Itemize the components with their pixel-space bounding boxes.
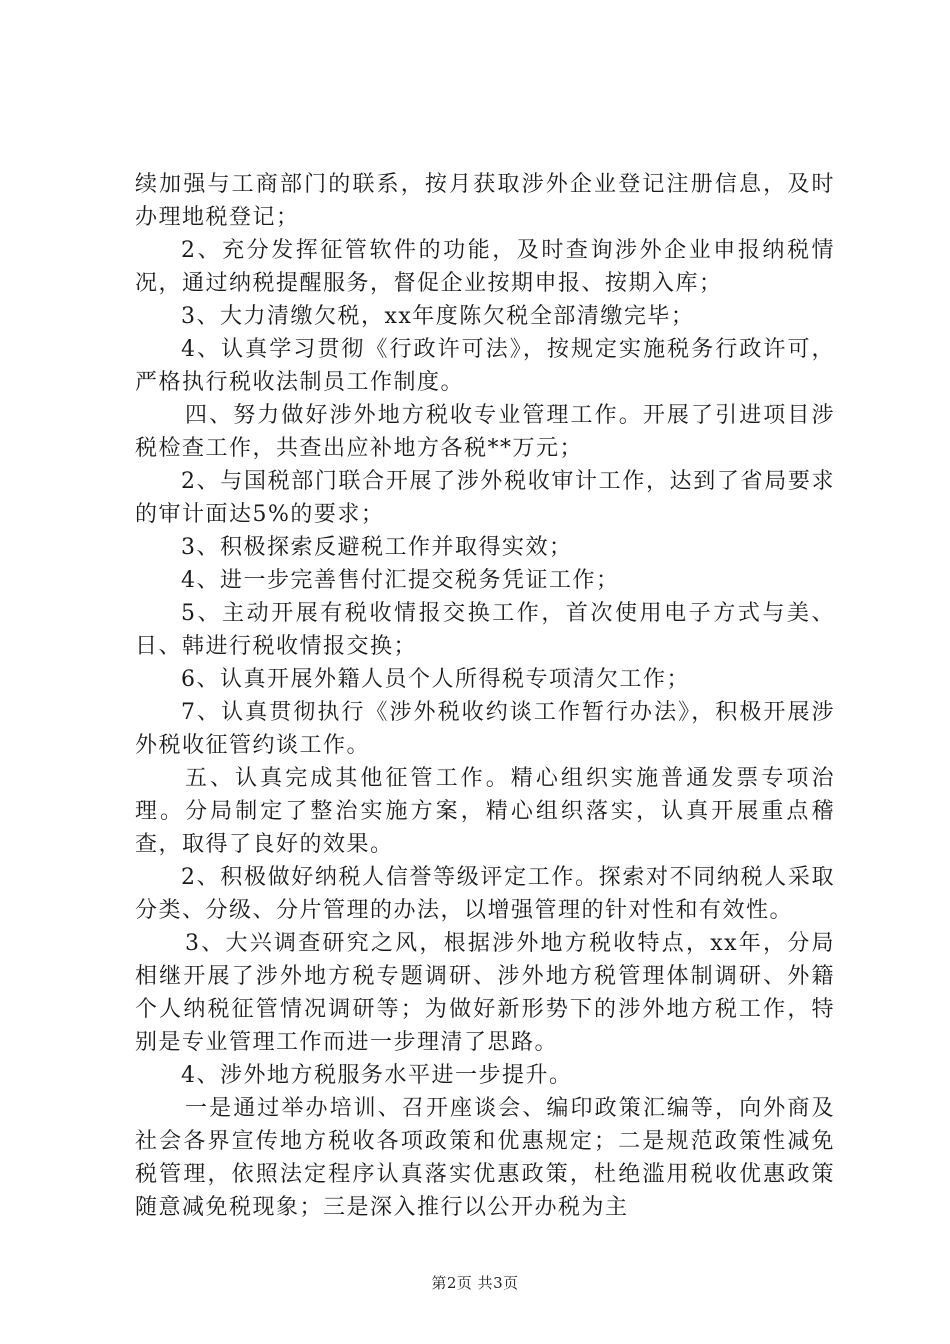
- paragraph-item-3: 3、大力清缴欠税，xx年度陈欠税全部清缴完毕；: [181, 304, 695, 329]
- page-footer: 第2页 共3页: [431, 1274, 519, 1292]
- paragraph-item-4: 4、进一步完善售付汇提交税务凭证工作；: [181, 568, 620, 593]
- paragraph-section-5: 五、认真完成其他征管工作。精心组织实施普通发票专项治理。分局制定了整治实施方案，精心组织落实，认真开展重点稽查，取得了良好的效果。: [135, 766, 835, 857]
- paragraph-item-4: 4、认真学习贯彻《行政许可法》，按规定实施税务行政许可，严格执行税收法制员工作制度。: [135, 337, 835, 395]
- paragraph-section-4: 四、努力做好涉外地方税收专业管理工作。开展了引进项目涉税检查工作，共查出应补地方各税**万元；: [135, 403, 835, 461]
- paragraph-item-7: 7、认真贯彻执行《涉外税收约谈工作暂行办法》，积极开展涉外税收征管约谈工作。: [135, 700, 835, 758]
- paragraph-item-4: 4、涉外地方税服务水平进一步提升。: [181, 1063, 573, 1088]
- paragraph-item-2: 2、与国税部门联合开展了涉外税收审计工作，达到了省局要求的审计面达5%的要求；: [135, 469, 835, 527]
- paragraph-item-3: 3、大兴调查研究之风，根据涉外地方税收特点，xx年，分局相继开展了涉外地方税专题调研、涉外地方税管理体制调研、外籍个人纳税征管情况调研等；为做好新形势下的涉外地方税工作，特别是专业管理工作而进一步理清了思路。: [135, 931, 835, 1055]
- paragraph-item-2: 2、积极做好纳税人信誉等级评定工作。探索对不同纳税人采取分类、分级、分片管理的办法，以增强管理的针对性和有效性。: [135, 865, 835, 923]
- paragraph-item-5: 5、主动开展有税收情报交换工作，首次使用电子方式与美、日、韩进行税收情报交换；: [135, 601, 835, 659]
- paragraph-item-3: 3、积极探索反避税工作并取得实效；: [181, 535, 573, 560]
- paragraph-continuation: 续加强与工商部门的联系，按月获取涉外企业登记注册信息，及时办理地税登记；: [135, 172, 835, 230]
- paragraph-item-6: 6、认真开展外籍人员个人所得税专项清欠工作；: [181, 667, 690, 692]
- paragraph-item-2: 2、充分发挥征管软件的功能，及时查询涉外企业申报纳税情况，通过纳税提醒服务，督促企业按期申报、按期入库；: [135, 238, 835, 296]
- paragraph-measures: 一是通过举办培训、召开座谈会、编印政策汇编等，向外商及社会各界宣传地方税收各项政策和优惠规定；二是规范政策性减免税管理，依照法定程序认真落实优惠政策，杜绝滥用税收优惠政策随意减免税现象；三是深入推行以公开办税为主: [135, 1096, 835, 1220]
- document-body: [135, 168, 835, 1224]
